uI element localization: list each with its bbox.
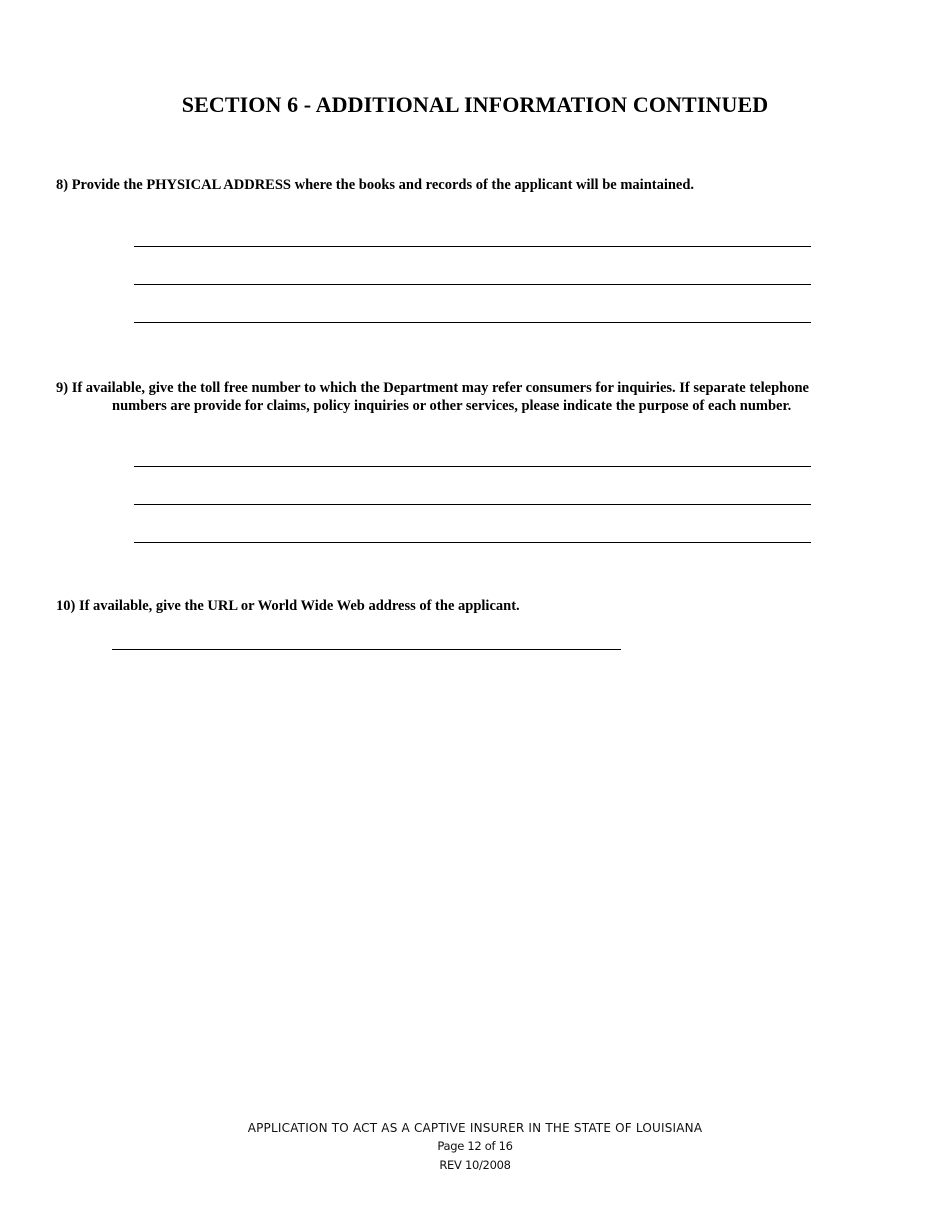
answer-line-8-1[interactable]: [134, 246, 811, 247]
footer-page-number: Page 12 of 16: [437, 1139, 513, 1153]
answer-line-10-1[interactable]: [112, 649, 621, 650]
section-title: SECTION 6 - ADDITIONAL INFORMATION CONTINUED: [181, 92, 769, 117]
footer-form-title: APPLICATION TO ACT AS A CAPTIVE INSURER IN THE STATE OF LOUISIANA: [247, 1121, 703, 1135]
answer-line-8-3[interactable]: [134, 322, 811, 323]
answer-line-9-3[interactable]: [134, 542, 811, 543]
question-10-text: 10) If available, give the URL or World Wide Web address of the applicant.: [56, 598, 520, 614]
footer-revision: REV 10/2008: [439, 1158, 511, 1172]
question-8-text: 8) Provide the PHYSICAL ADDRESS where the books and records of the applicant will be maintained.: [56, 177, 695, 193]
answer-line-8-2[interactable]: [134, 284, 811, 285]
answer-line-9-1[interactable]: [134, 466, 811, 467]
answer-line-9-2[interactable]: [134, 504, 811, 505]
question-9-text: 9) If available, give the toll free number to which the Department may refer consumers for inquiries. If separate telephone numbers are provide for claims, policy inquiries or other services, please indicate the purpose of each number.: [56, 380, 809, 414]
